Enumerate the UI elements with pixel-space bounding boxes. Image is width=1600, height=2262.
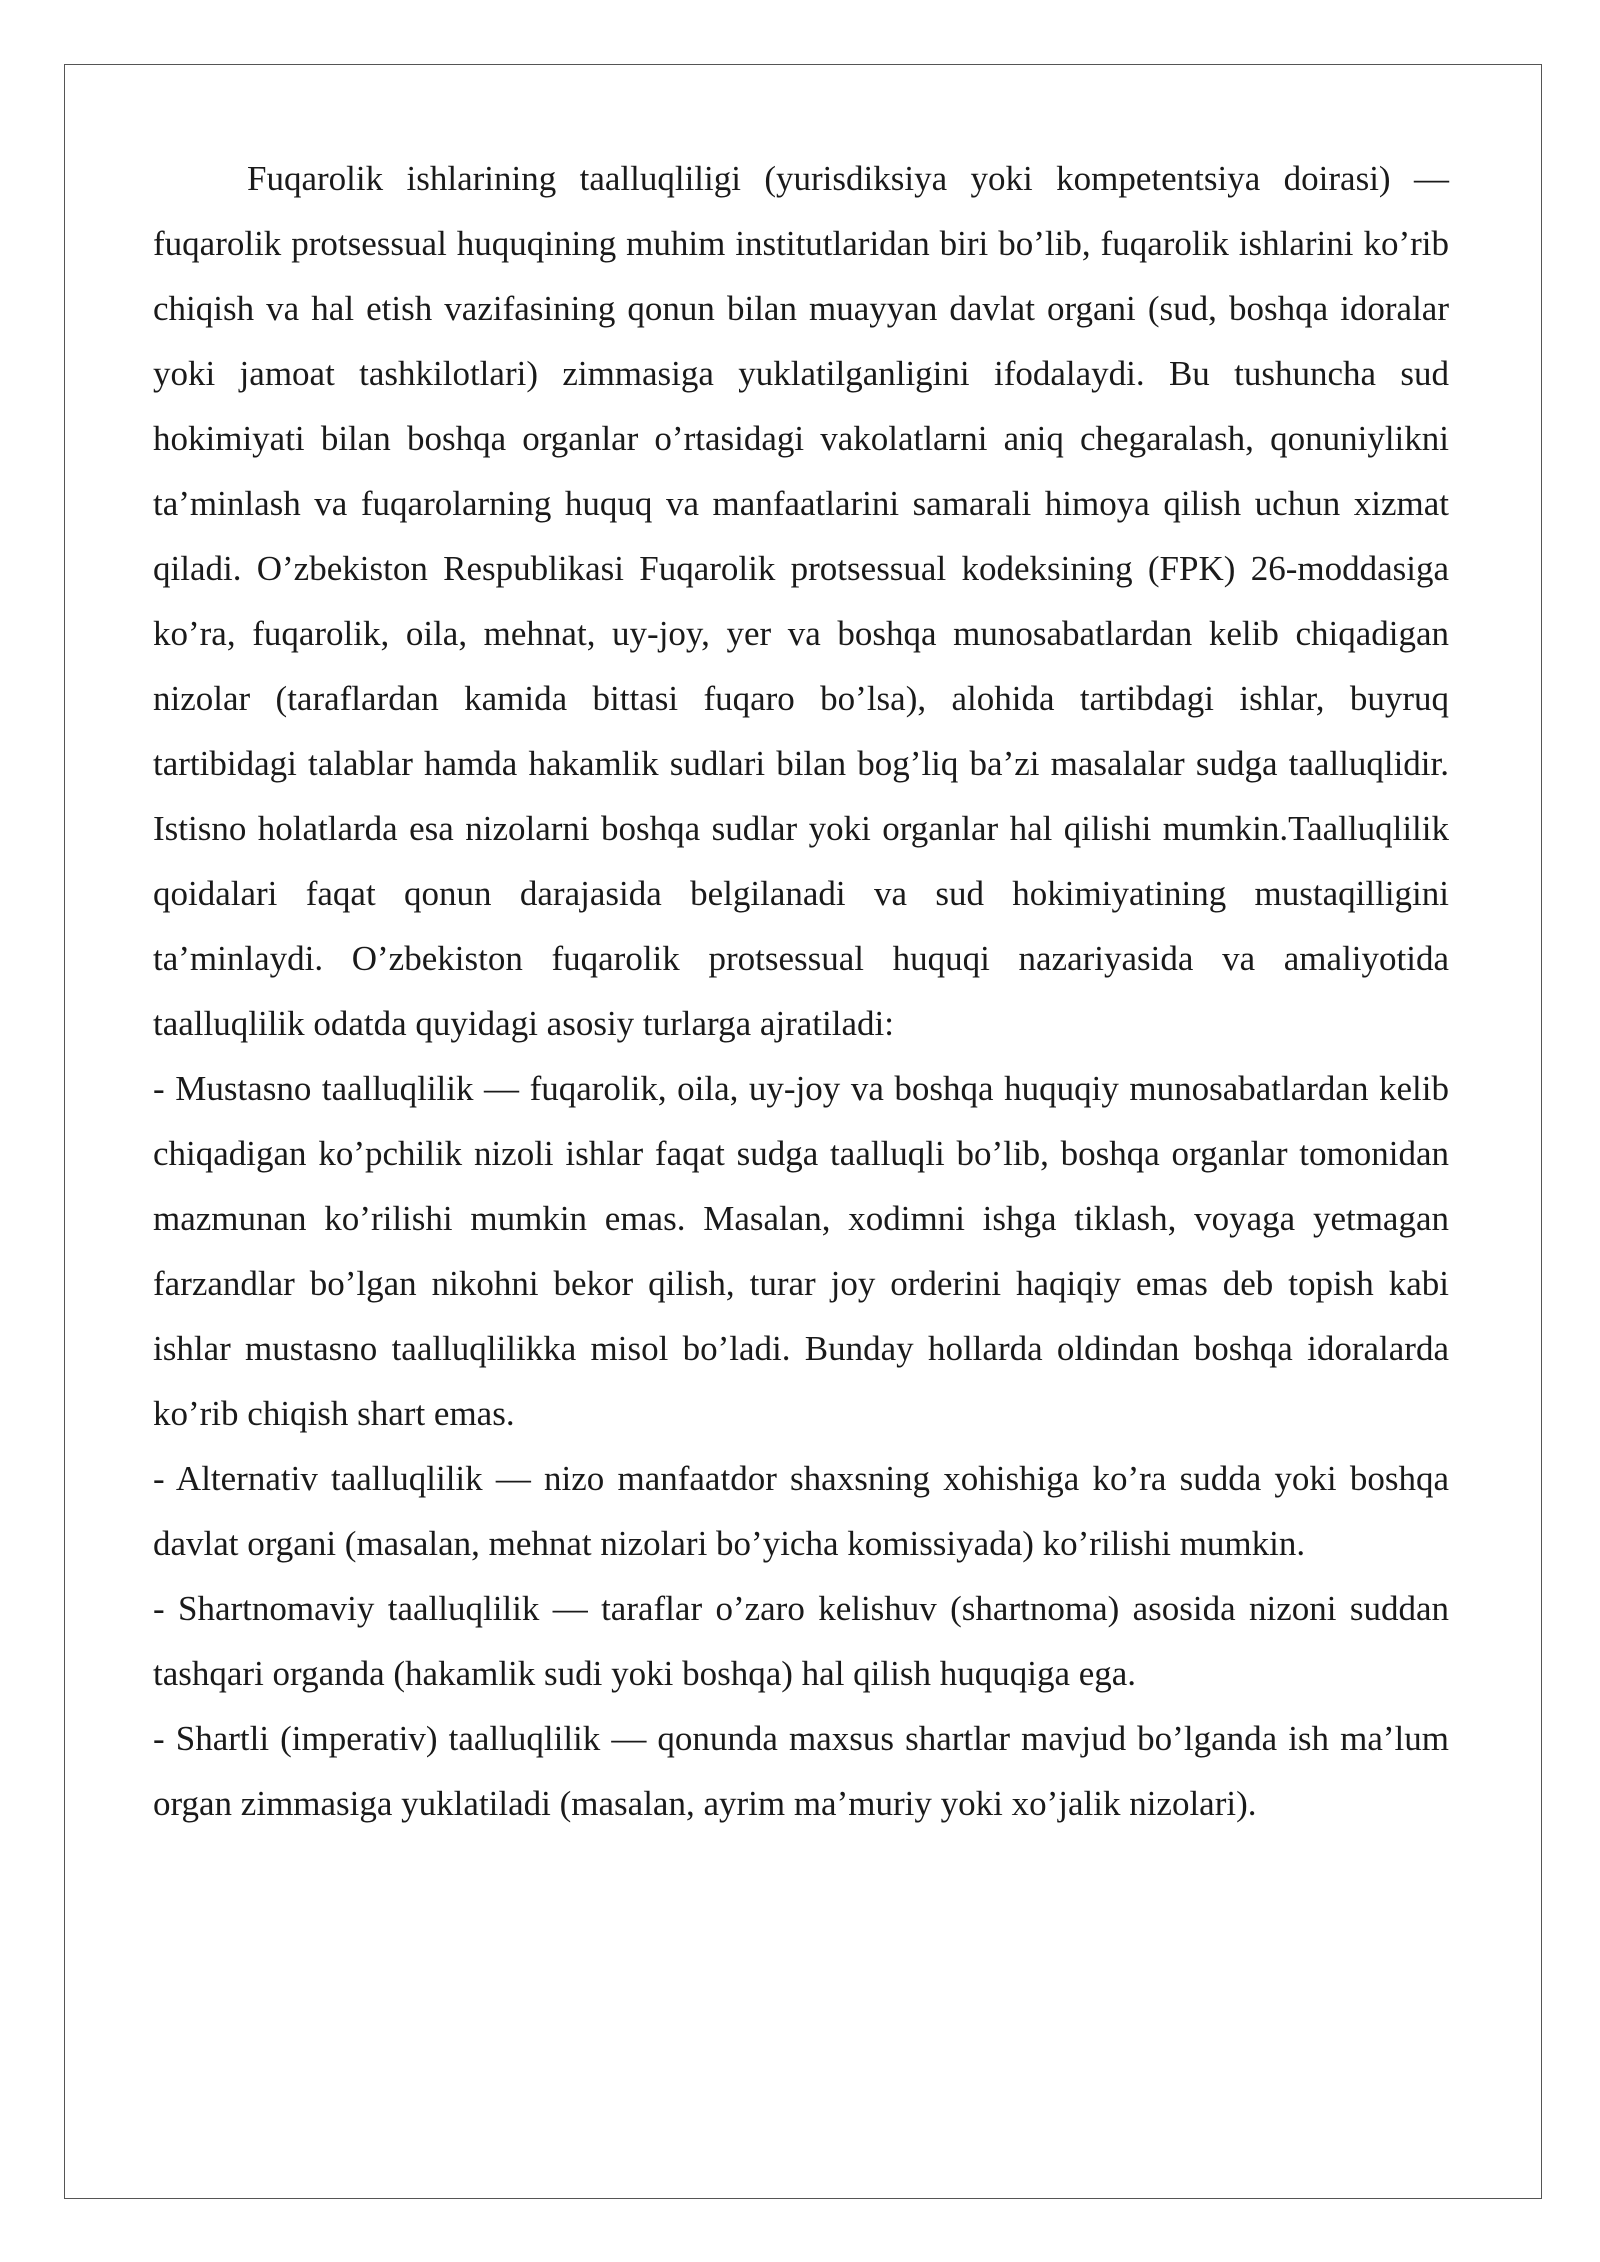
paragraph-exclusive-jurisdiction: - Mustasno taalluqlilik — fuqarolik, oila, uy-joy va boshqa huquqiy munosabatlardan kelib chiqadigan ko’pchilik nizoli ishlar faqat sudga taalluqli bo’lib, boshqa organlar tomonidan mazmunan ko’rilishi mumkin emas. Masalan, xodimni ishga tiklash, voyaga yetmagan farzandlar bo’lgan nikohni bekor qilish, turar joy orderini haqiqiy emas deb topish kabi ishlar mustasno taalluqlilikka misol bo’ladi. Bunday hollarda oldindan boshqa idoralarda ko’rib chiqish shart emas. <box>153 1069 1449 1433</box>
paragraph-contractual-jurisdiction: - Shartnomaviy taalluqlilik — taraflar o’zaro kelishuv (shartnoma) asosida nizoni suddan tashqari organda (hakamlik sudi yoki boshqa) hal qilish huquqiga ega. <box>153 1589 1449 1693</box>
document-body <box>153 146 1449 1836</box>
paragraph-intro: Fuqarolik ishlarining taalluqliligi (yurisdiksiya yoki kompetentsiya doirasi) — fuqarolik protsessual huquqining muhim institutlaridan biri bo’lib, fuqarolik ishlarini ko’rib chiqish va hal etish vazifasining qonun bilan muayyan davlat organi (sud, boshqa idoralar yoki jamoat tashkilotlari) zimmasiga yuklatilganligini ifodalaydi. Bu tushuncha sud hokimiyati bilan boshqa organlar o’rtasidagi vakolatlarni aniq chegaralash, qonuniylikni ta’minlash va fuqarolarning huquq va manfaatlarini samarali himoya qilish uchun xizmat qiladi. O’zbekiston Respublikasi Fuqarolik protsessual kodeksining (FPK) 26-moddasiga ko’ra, fuqarolik, oila, mehnat, uy-joy, yer va boshqa munosabatlardan kelib chiqadigan nizolar (taraflardan kamida bittasi fuqaro bo’lsa), alohida tartibdagi ishlar, buyruq tartibidagi talablar hamda hakamlik sudlari bilan bog’liq ba’zi masalalar sudga taalluqlidir. Istisno holatlarda esa nizolarni boshqa sudlar yoki organlar hal qilishi mumkin.Taalluqlilik qoidalari faqat qonun darajasida belgilanadi va sud hokimiyatining mustaqilligini ta’minlaydi. O’zbekiston fuqarolik protsessual huquqi nazariyasida va amaliyotida taalluqlilik odatda quyidagi asosiy turlarga ajratiladi: <box>153 159 1449 1043</box>
paragraph-alternative-jurisdiction: - Alternativ taalluqlilik — nizo manfaatdor shaxsning xohishiga ko’ra sudda yoki boshqa davlat organi (masalan, mehnat nizolari bo’yicha komissiyada) ko’rilishi mumkin. <box>153 1459 1449 1563</box>
paragraph-conditional-jurisdiction: - Shartli (imperativ) taalluqlilik — qonunda maxsus shartlar mavjud bo’lganda ish ma’lum organ zimmasiga yuklatiladi (masalan, ayrim ma’muriy yoki xo’jalik nizolari). <box>153 1719 1449 1823</box>
